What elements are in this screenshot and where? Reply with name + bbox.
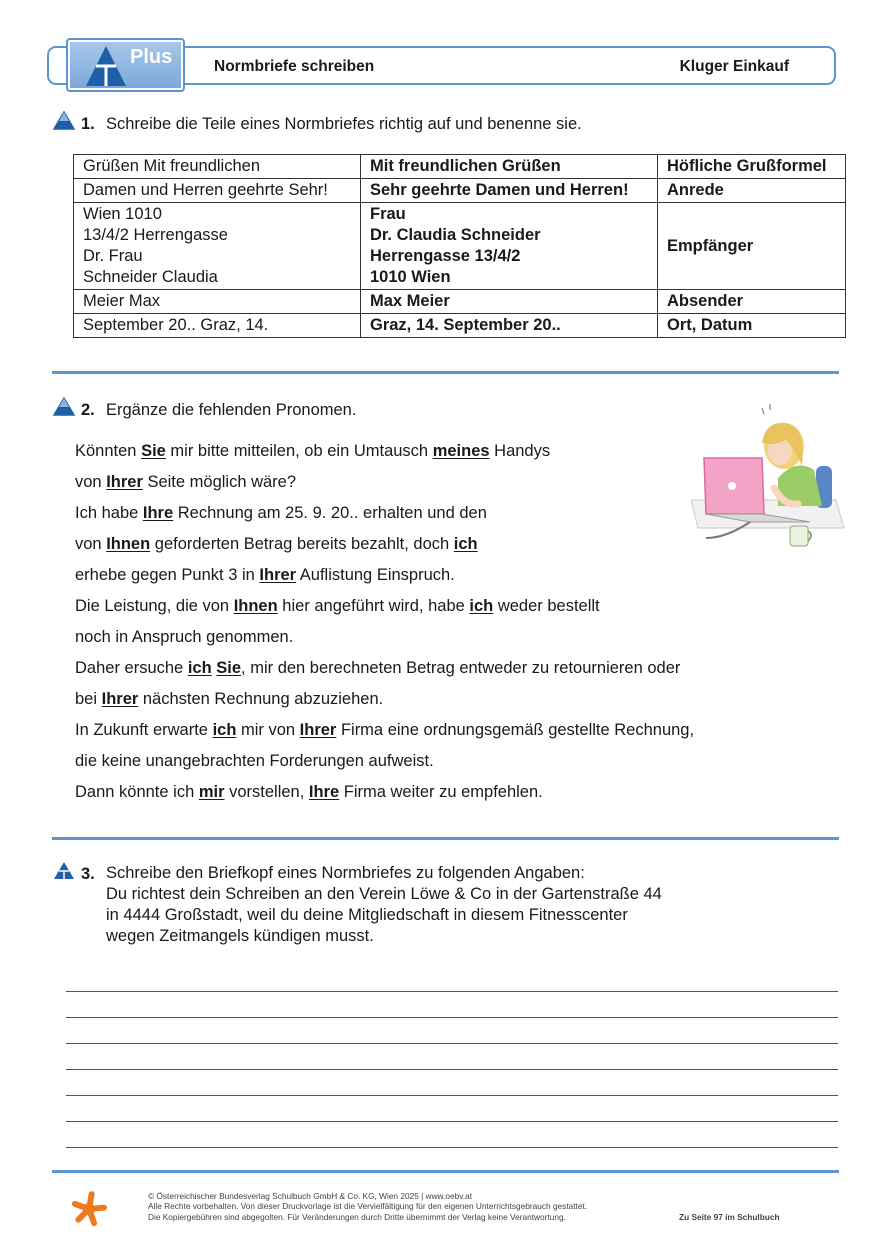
- letter-text-segment: mir bitte mitteilen, ob ein Umtausch: [165, 442, 433, 460]
- instruction-line: Du richtest dein Schreiben an den Verein Löwe & Co in der Gartenstraße 44: [106, 885, 662, 903]
- pronoun-answer: Sie: [141, 442, 166, 460]
- pronoun-answer: Ihrer: [106, 473, 143, 491]
- copyright-line: © Österreichischer Bundesverlag Schulbuch GmbH & Co. KG, Wien 2025 | www.oebv.at: [148, 1191, 472, 1201]
- task-instruction: Schreibe die Teile eines Normbriefes richtig auf und benenne sie.: [106, 115, 582, 133]
- scrambled-cell: [74, 314, 361, 338]
- letter-line: [75, 533, 694, 564]
- letter-line: [75, 719, 694, 750]
- cell-line: Damen und Herren geehrte Sehr!: [83, 181, 328, 199]
- letter-text-segment: bei: [75, 690, 102, 708]
- letter-text-segment: vorstellen,: [224, 783, 309, 801]
- letter-text-segment: In Zukunft erwarte: [75, 721, 213, 739]
- pronoun-answer: Ihre: [142, 504, 174, 522]
- cell-line: Wien 1010: [83, 205, 162, 223]
- letter-text-segment: Seite möglich wäre?: [142, 473, 297, 491]
- letter-text: [75, 440, 694, 812]
- table-row: [74, 314, 846, 338]
- scrambled-cell: [74, 290, 361, 314]
- page-title: Normbriefe schreiben: [214, 58, 375, 75]
- letter-line: [75, 595, 694, 626]
- letter-line: [75, 781, 694, 812]
- letter-text-segment: Handys: [489, 442, 551, 460]
- letter-text-segment: mir von: [236, 721, 300, 739]
- letter-line: [75, 502, 694, 533]
- correct-cell: [361, 290, 658, 314]
- letter-text-segment: Ich habe: [75, 504, 143, 522]
- cell-line: Meier Max: [83, 292, 161, 310]
- letter-text-segment: Könnten: [75, 442, 142, 460]
- writing-line[interactable]: [66, 1121, 838, 1122]
- correct-cell: [361, 203, 658, 290]
- cell-line: Schneider Claudia: [83, 268, 218, 286]
- writing-line[interactable]: [66, 1069, 838, 1070]
- task-number: 3.: [81, 865, 95, 883]
- pronoun-answer: Sie: [216, 659, 242, 677]
- letter-text-segment: Die Leistung, die von: [75, 597, 234, 615]
- pronoun-answer: ich: [469, 597, 494, 615]
- pronoun-answer: Ihnen: [106, 535, 151, 553]
- letter-text-segment: hier angeführt wird, habe: [277, 597, 470, 615]
- letter-text-segment: weder bestellt: [493, 597, 600, 615]
- pronoun-answer: ich: [212, 721, 237, 739]
- cell-line: Grüßen Mit freundlichen: [83, 157, 260, 175]
- cell-line: Herrengasse 13/4/2: [370, 247, 521, 265]
- cell-line: Mit freundlichen Grüßen: [370, 157, 561, 175]
- label-cell: Empfänger: [658, 203, 846, 290]
- task-instruction: [106, 863, 662, 947]
- cell-line: September 20.. Graz, 14.: [83, 316, 269, 334]
- letter-text-segment: Auflistung Einspruch.: [296, 566, 455, 584]
- pronoun-answer: mir: [198, 783, 225, 801]
- letter-line: [75, 564, 694, 595]
- letter-text-segment: Firma eine ordnungsgemäß gestellte Rechnung,: [336, 721, 695, 739]
- writing-line[interactable]: [66, 1017, 838, 1018]
- letter-text-segment: geforderten Betrag bereits bezahlt, doch: [150, 535, 454, 553]
- copyright-line: Die Kopiergebühren sind abgegolten. Für Veränderungen durch Dritte übernimmt der Verlag keine Verantwortung.: [148, 1211, 566, 1222]
- letter-text-segment: Daher ersuche: [75, 659, 188, 677]
- correct-cell: [361, 179, 658, 203]
- letter-text-segment: , mir den berechneten Betrag entweder zu retournieren oder: [241, 659, 681, 677]
- instruction-line: Schreibe den Briefkopf eines Normbriefes zu folgenden Angaben:: [106, 864, 585, 882]
- cell-line: 1010 Wien: [370, 268, 451, 286]
- pronoun-answer: Ihrer: [259, 566, 297, 584]
- letter-line: [75, 440, 694, 471]
- letter-text-segment: Dann könnte ich: [75, 783, 199, 801]
- scrambled-cell: [74, 179, 361, 203]
- instruction-line: wegen Zeitmangels kündigen musst.: [106, 927, 374, 945]
- pronoun-answer: Ihnen: [233, 597, 278, 615]
- section-divider: [52, 371, 839, 374]
- letter-text-segment: von: [75, 473, 107, 491]
- scrambled-cell: [74, 203, 361, 290]
- section-divider: [52, 837, 839, 840]
- label-cell: Höfliche Grußformel: [658, 155, 846, 179]
- instruction-line: in 4444 Großstadt, weil du deine Mitgliedschaft in diesem Fitnesscenter: [106, 906, 628, 924]
- section-divider: [52, 1170, 839, 1173]
- table-row: [74, 203, 846, 290]
- writing-line[interactable]: [66, 1043, 838, 1044]
- page-reference: Zu Seite 97 im Schulbuch: [679, 1212, 780, 1222]
- letter-line: [75, 471, 694, 502]
- writing-line[interactable]: [66, 1147, 838, 1148]
- triangle-difficulty-icon: [53, 397, 75, 416]
- pronoun-answer: Ihre: [308, 783, 340, 801]
- woman-laptop-illustration: [686, 388, 846, 553]
- plus-logo: [66, 38, 185, 92]
- label-cell: Absender: [658, 290, 846, 314]
- cell-line: Sehr geehrte Damen und Herren!: [370, 181, 629, 199]
- task-number: 2.: [81, 401, 95, 419]
- letter-text-segment: erhebe gegen Punkt 3 in: [75, 566, 260, 584]
- correct-cell: [361, 314, 658, 338]
- correct-cell: [361, 155, 658, 179]
- cell-line: Frau: [370, 205, 406, 223]
- task-instruction: Ergänze die fehlenden Pronomen.: [106, 401, 357, 419]
- table-row: [74, 290, 846, 314]
- scrambled-cell: [74, 155, 361, 179]
- writing-line[interactable]: [66, 991, 838, 992]
- letter-line: [75, 750, 694, 781]
- pronoun-answer: Ihrer: [299, 721, 337, 739]
- writing-line[interactable]: [66, 1095, 838, 1096]
- pronoun-answer: ich: [453, 535, 478, 553]
- copyright-line: Alle Rechte vorbehalten. Von dieser Druckvorlage ist die Vervielfältigung für den eigenen Unterrichtsgebrauch gestattet.: [148, 1201, 588, 1212]
- letter-text-segment: nächsten Rechnung abzuziehen.: [138, 690, 384, 708]
- letter-text-segment: noch in Anspruch genommen.: [75, 628, 294, 646]
- cell-line: Dr. Frau: [83, 247, 143, 265]
- letter-line: [75, 688, 694, 719]
- publisher-logo-icon: [70, 1190, 108, 1228]
- letter-text-segment: Rechnung am 25. 9. 20.. erhalten und den: [173, 504, 487, 522]
- logo-text: Plus: [130, 46, 173, 68]
- table-row: [74, 179, 846, 203]
- label-cell: Ort, Datum: [658, 314, 846, 338]
- copyright-notice: [148, 1191, 587, 1222]
- letter-line: [75, 657, 694, 688]
- chapter-title: Kluger Einkauf: [679, 58, 789, 75]
- task-number: 1.: [81, 115, 95, 133]
- triangle-difficulty-icon: [53, 111, 75, 130]
- pronoun-answer: Ihrer: [101, 690, 139, 708]
- cell-line: Graz, 14. September 20..: [370, 316, 561, 334]
- norm-letter-table: [73, 154, 846, 338]
- cell-line: 13/4/2 Herrengasse: [83, 226, 228, 244]
- pronoun-answer: meines: [432, 442, 490, 460]
- letter-text-segment: von: [75, 535, 107, 553]
- pronoun-answer: ich: [187, 659, 212, 677]
- triangle-difficulty-icon: [53, 861, 75, 880]
- label-cell: Anrede: [658, 179, 846, 203]
- cell-line: Dr. Claudia Schneider: [370, 226, 541, 244]
- cell-line: Max Meier: [370, 292, 450, 310]
- letter-line: [75, 626, 694, 657]
- letter-text-segment: die keine unangebrachten Forderungen aufweist.: [75, 752, 434, 770]
- letter-text-segment: Firma weiter zu empfehlen.: [339, 783, 543, 801]
- triangle-logo-icon: [84, 44, 128, 88]
- table-row: [74, 155, 846, 179]
